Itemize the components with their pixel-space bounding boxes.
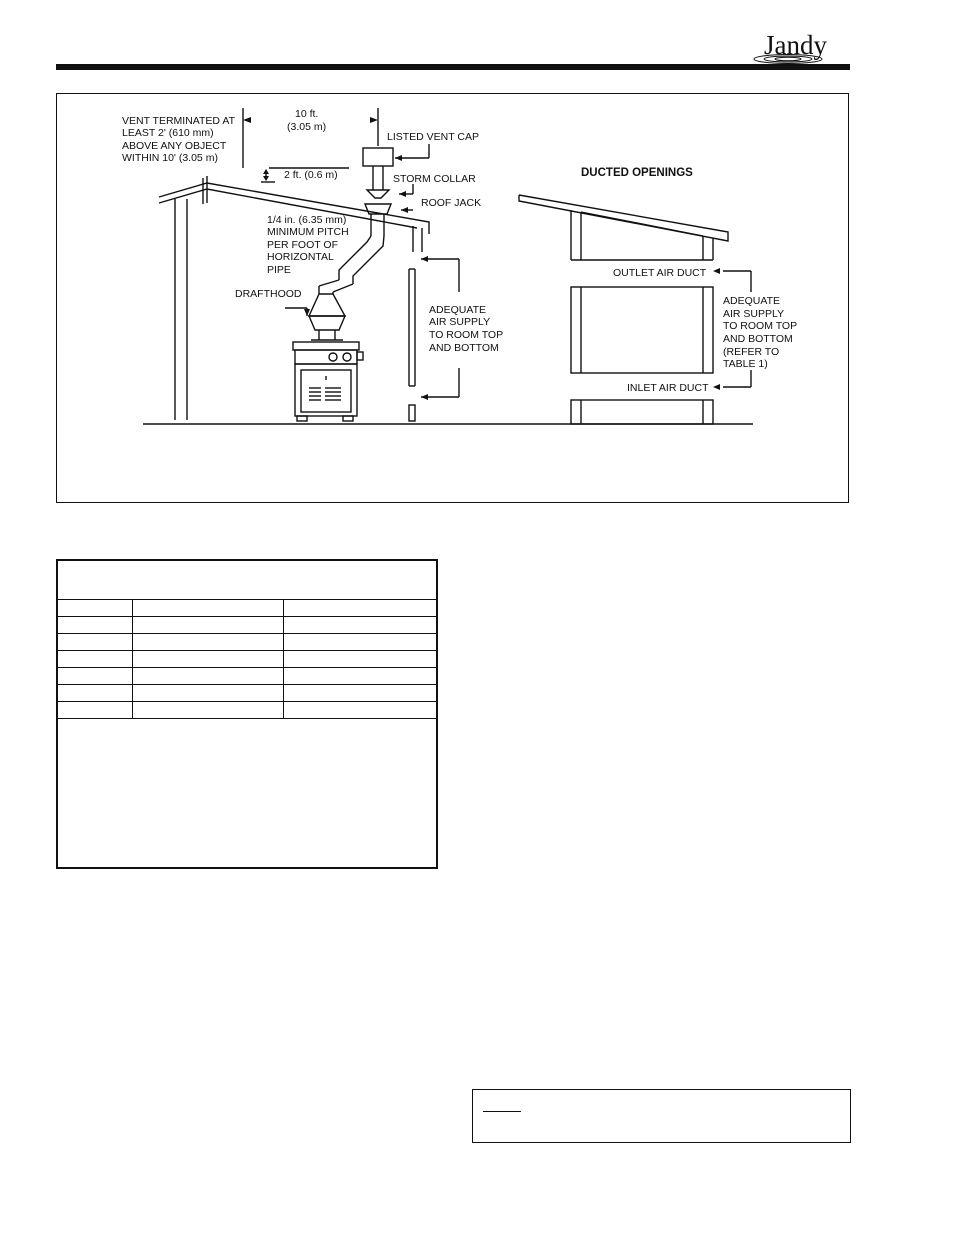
table-grid [58, 600, 436, 719]
table-title-area [58, 561, 436, 600]
label-pitch-5: PIPE [267, 264, 291, 276]
label-ten-ft-metric: (3.05 m) [287, 121, 327, 133]
brand-logo [752, 30, 842, 66]
table-row [58, 634, 436, 651]
table-row [58, 668, 436, 685]
label-inlet-air-duct: INLET AIR DUCT [627, 382, 709, 394]
venting-diagram [57, 94, 850, 504]
label-adequate-left-1: ADEQUATE [429, 304, 486, 316]
label-listed-vent-cap: LISTED VENT CAP [387, 131, 479, 143]
label-adequate-left-2: AIR SUPPLY [429, 316, 491, 328]
label-adequate-left-3: TO ROOM TOP [429, 329, 504, 341]
table-row [58, 702, 436, 719]
label-adequate-right-2: AIR SUPPLY [723, 308, 785, 320]
label-storm-collar: STORM COLLAR [393, 173, 476, 185]
label-adequate-right-6: TABLE 1) [723, 358, 768, 370]
label-vent-terminated-1: VENT TERMINATED AT [122, 115, 235, 127]
label-adequate-right-4: AND BOTTOM [723, 333, 793, 345]
label-vent-terminated-4: WITHIN 10' (3.05 m) [122, 152, 218, 164]
venting-figure [56, 93, 849, 503]
header-rule [56, 64, 850, 70]
label-pitch-3: PER FOOT OF [267, 239, 338, 251]
table-row [58, 617, 436, 634]
note-heading-underline [483, 1111, 521, 1112]
note-box [472, 1089, 851, 1143]
table-row [58, 600, 436, 617]
label-vent-terminated-2: LEAST 2' (610 mm) [122, 127, 214, 139]
label-two-ft: 2 ft. (0.6 m) [284, 169, 338, 181]
brand-name: Jandy [764, 30, 827, 60]
label-roof-jack: ROOF JACK [421, 197, 482, 209]
label-outlet-air-duct: OUTLET AIR DUCT [613, 267, 707, 279]
label-adequate-right-1: ADEQUATE [723, 295, 780, 307]
label-ducted-openings: DUCTED OPENINGS [581, 167, 693, 179]
label-adequate-right-3: TO ROOM TOP [723, 320, 798, 332]
label-adequate-left-4: AND BOTTOM [429, 342, 499, 354]
label-drafthood: DRAFTHOOD [235, 288, 302, 300]
label-vent-terminated-3: ABOVE ANY OBJECT [122, 140, 227, 152]
label-pitch-1: 1/4 in. (6.35 mm) [267, 214, 347, 226]
label-pitch-4: HORIZONTAL [267, 251, 334, 263]
table-row [58, 651, 436, 668]
label-pitch-2: MINIMUM PITCH [267, 226, 349, 238]
table-row [58, 685, 436, 702]
label-ten-ft: 10 ft. [295, 108, 319, 120]
label-adequate-right-5: (REFER TO [723, 346, 780, 358]
air-supply-table [56, 559, 438, 869]
